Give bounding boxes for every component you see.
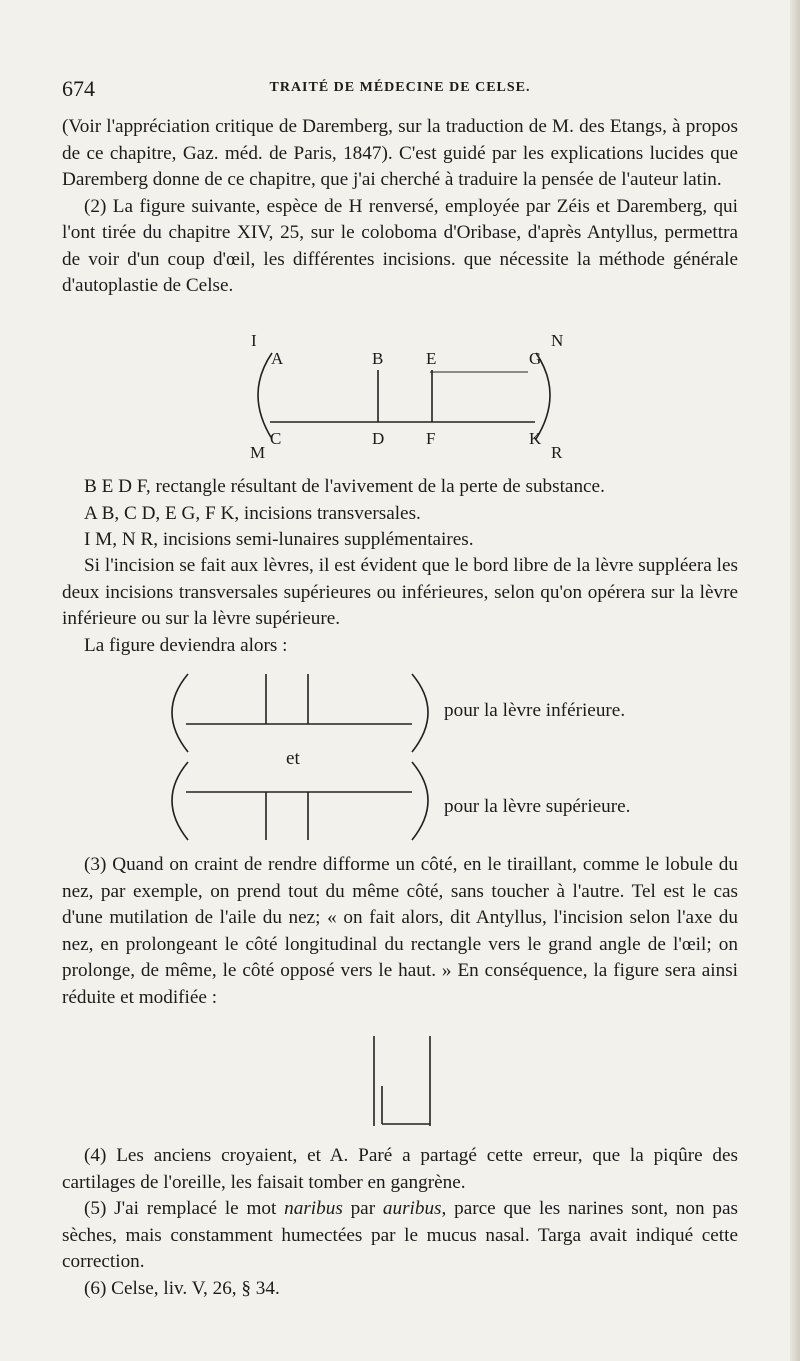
note-5-naribus: naribus	[284, 1198, 343, 1219]
page-header	[62, 76, 738, 100]
label-e: E	[426, 349, 437, 368]
note-4: (4) Les anciens croyaient, et A. Paré a partagé cette erreur, que la piqûre des cartilages de l'oreille, les faisait tomber en gangrène.	[62, 1145, 738, 1193]
legend-rectangle: B E D F, rectangle résultant de l'avivement de la perte de substance.	[84, 476, 605, 497]
note-3-block	[62, 852, 738, 1011]
figure-reduite	[360, 1032, 450, 1132]
page-edge	[790, 0, 800, 1361]
label-g: G	[529, 349, 542, 368]
sup-arc-right	[412, 762, 428, 840]
para-levre-text: Si l'incision se fait aux lèvres, il est évident que le bord libre de la lèvre suppléera les deux incisions transversales supérieures ou inférieures, selon qu'on opérera sur la lèvre inférieure ou sur la lèvre supérieure.	[62, 555, 738, 629]
inf-arc-right	[412, 674, 428, 752]
sup-arc-left	[172, 762, 188, 840]
inf-arc-left	[172, 674, 188, 752]
note-5-before: (5) J'ai remplacé le mot	[84, 1198, 285, 1219]
legend-transversales: A B, C D, E G, F K, incisions transversales.	[84, 502, 421, 524]
note-5-middle: par	[342, 1198, 383, 1219]
label-c: C	[270, 429, 282, 448]
label-k: K	[529, 429, 542, 448]
note-3: (3) Quand on craint de rendre difforme un côté, en le tiraillant, comme le lobule du nez, par exemple, on prend tout du même côté, sans toucher à l'autre. Tel est le cas d'une mutilation de l'aile du nez; « on fait alors, dit Antyllus, l'incision selon l'axe du nez, en prolongeant le côté longitudinal du rectangle vers le grand angle de l'œil; on prolonge, de même, le côté opposé vers le haut. » En conséquence, la figure sera ainsi réduite et modifiée :	[62, 854, 738, 1008]
figure-incisions	[240, 326, 570, 462]
label-r: R	[551, 443, 563, 462]
note-5	[62, 1196, 738, 1276]
label-a: A	[271, 349, 284, 368]
page-number: 674	[62, 76, 95, 101]
label-d: D	[372, 429, 385, 448]
running-title: TRAITÉ DE MÉDECINE DE CELSE.	[269, 80, 531, 95]
label-n: N	[551, 331, 564, 350]
label-et: et	[286, 748, 300, 769]
note-5-auribus: auribus	[382, 1198, 442, 1219]
para-levre	[62, 553, 738, 659]
figure-legend	[84, 474, 724, 554]
note-5-after: , parce que les narines sont, non pas sèches, mais constamment humectées par le mucus nasal. Targa avait indiqué cette correction.	[62, 1198, 738, 1272]
figure-intro: La figure deviendra alors :	[84, 634, 288, 656]
figure-levres	[160, 668, 740, 844]
label-levre-superieure: pour la lèvre supérieure.	[444, 796, 631, 817]
note-continuation: (Voir l'appréciation critique de Daremberg, sur la traduction de M. des Etangs, à propos de ce chapitre, Gaz. méd. de Paris, 1847). C'est guidé par les explications lucides que Daremberg donne de ce chapitre, que j'ai cherché à traduire la pensée de l'auteur latin.	[62, 116, 738, 190]
label-i: I	[251, 331, 257, 350]
label-f: F	[426, 429, 436, 448]
note-6: (6) Celse, liv. V, 26, § 34.	[84, 1277, 280, 1299]
label-m: M	[250, 443, 266, 462]
incision-arc-im	[258, 353, 272, 439]
label-b: B	[372, 349, 384, 368]
note-2: (2) La figure suivante, espèce de H renversé, employée par Zéis et Daremberg, qui l'ont tirée du chapitre XIV, 25, sur le coloboma d'Oribase, d'après Antyllus, permettra de voir d'un coup d'œil, les différentes incisions. que nécessite la méthode générale d'autoplastie de Celse.	[62, 195, 738, 296]
notes-top	[62, 114, 738, 300]
notes-bottom	[62, 1143, 738, 1302]
label-levre-inferieure: pour la lèvre inférieure.	[444, 700, 626, 721]
legend-semi-lunaires: I M, N R, incisions semi-lunaires supplémentaires.	[84, 529, 474, 550]
